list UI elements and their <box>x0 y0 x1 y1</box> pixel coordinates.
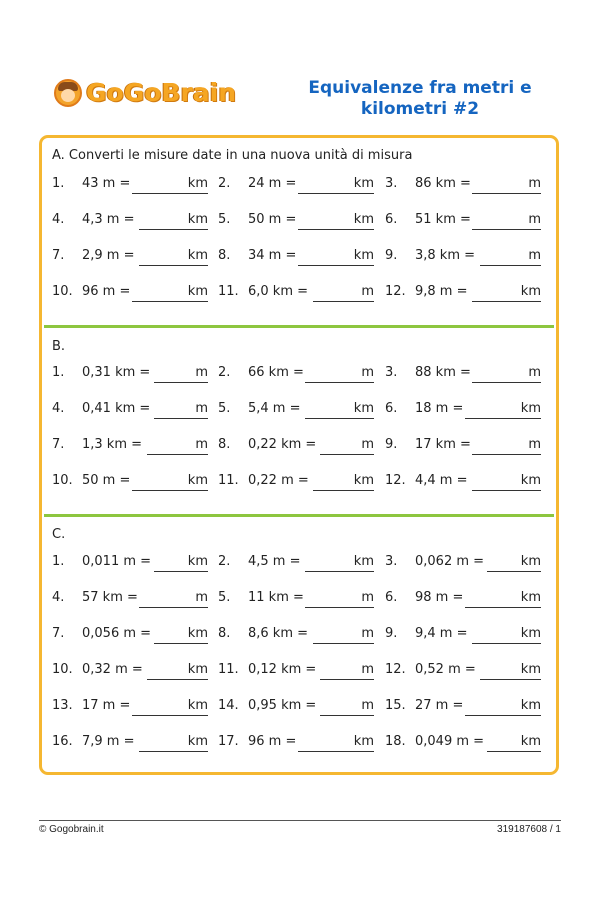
exercise-number: 2. <box>218 554 231 569</box>
exercise-number: 11. <box>218 473 239 488</box>
exercise-expression: 50 m = <box>248 212 297 227</box>
exercise-item <box>218 284 374 306</box>
answer-blank[interactable] <box>320 715 374 716</box>
exercise-number: 1. <box>52 365 65 380</box>
footer-copyright: © Gogobrain.it <box>39 824 104 835</box>
exercise-expression: 0,32 m = <box>82 662 143 677</box>
unit-label: m <box>361 626 374 641</box>
answer-blank[interactable] <box>154 382 208 383</box>
answer-blank[interactable] <box>472 229 541 230</box>
exercise-number: 5. <box>218 401 231 416</box>
exercise-expression: 0,31 km = <box>82 365 151 380</box>
exercise-item <box>52 626 208 648</box>
answer-blank[interactable] <box>298 265 374 266</box>
exercise-expression: 0,056 m = <box>82 626 152 641</box>
exercise-number: 2. <box>218 176 231 191</box>
section-divider <box>44 325 554 328</box>
unit-label: km <box>520 698 541 713</box>
exercise-item <box>52 284 208 306</box>
exercise-item <box>52 248 208 270</box>
exercise-number: 17. <box>218 734 239 749</box>
exercise-expression: 88 km = <box>415 365 471 380</box>
exercise-item <box>385 248 541 270</box>
exercise-expression: 0,049 m = <box>415 734 485 749</box>
exercise-number: 13. <box>52 698 73 713</box>
section-title: A. Converti le misure date in una nuova unità di misura <box>52 148 413 163</box>
exercise-item <box>385 284 541 306</box>
answer-blank[interactable] <box>132 193 208 194</box>
exercise-number: 14. <box>218 698 239 713</box>
answer-blank[interactable] <box>313 643 374 644</box>
exercise-number: 6. <box>385 401 398 416</box>
answer-blank[interactable] <box>472 301 541 302</box>
exercise-number: 4. <box>52 401 65 416</box>
exercise-item <box>52 365 208 387</box>
unit-label: m <box>528 365 541 380</box>
exercise-number: 12. <box>385 284 406 299</box>
unit-label: km <box>187 284 208 299</box>
exercise-item <box>218 662 374 684</box>
exercise-item <box>385 554 541 576</box>
title-line-2: kilometri #2 <box>360 99 480 119</box>
answer-blank[interactable] <box>298 751 374 752</box>
exercise-item <box>385 734 541 756</box>
section-title: C. <box>52 527 66 542</box>
answer-blank[interactable] <box>472 490 541 491</box>
exercise-expression: 34 m = <box>248 248 297 263</box>
exercise-item <box>52 662 208 684</box>
answer-blank[interactable] <box>487 751 541 752</box>
unit-label: km <box>520 662 541 677</box>
exercise-expression: 4,3 m = <box>82 212 135 227</box>
unit-label: km <box>187 248 208 263</box>
answer-blank[interactable] <box>147 679 208 680</box>
exercise-expression: 8,6 km = <box>248 626 309 641</box>
exercise-item <box>52 437 208 459</box>
answer-blank[interactable] <box>298 229 374 230</box>
exercise-expression: 1,3 km = <box>82 437 143 452</box>
exercise-expression: 3,8 km = <box>415 248 476 263</box>
exercise-number: 6. <box>385 212 398 227</box>
exercise-item <box>385 212 541 234</box>
exercise-item <box>218 365 374 387</box>
answer-blank[interactable] <box>320 454 374 455</box>
unit-label: km <box>187 662 208 677</box>
exercise-item <box>218 473 374 495</box>
answer-blank[interactable] <box>154 418 208 419</box>
exercise-item <box>385 473 541 495</box>
exercise-item <box>385 176 541 198</box>
unit-label: km <box>353 473 374 488</box>
exercise-item <box>385 662 541 684</box>
unit-label: km <box>187 554 208 569</box>
answer-blank[interactable] <box>305 418 374 419</box>
unit-label: km <box>187 176 208 191</box>
exercise-number: 5. <box>218 590 231 605</box>
exercise-expression: 0,22 m = <box>248 473 309 488</box>
exercise-item <box>52 176 208 198</box>
exercise-expression: 0,95 km = <box>248 698 317 713</box>
unit-label: km <box>520 473 541 488</box>
exercise-expression: 2,9 m = <box>82 248 135 263</box>
exercise-expression: 96 m = <box>248 734 297 749</box>
title-line-1: Equivalenze fra metri e <box>308 78 532 98</box>
exercise-expression: 7,9 m = <box>82 734 135 749</box>
page-header <box>0 0 600 130</box>
answer-blank[interactable] <box>147 454 208 455</box>
mascot-icon <box>54 79 82 107</box>
answer-blank[interactable] <box>154 571 208 572</box>
exercise-number: 6. <box>385 590 398 605</box>
exercise-number: 9. <box>385 626 398 641</box>
unit-label: m <box>528 212 541 227</box>
unit-label: km <box>353 176 374 191</box>
exercise-expression: 51 km = <box>415 212 471 227</box>
exercise-expression: 0,22 km = <box>248 437 317 452</box>
exercise-item <box>218 212 374 234</box>
exercise-number: 2. <box>218 365 231 380</box>
unit-label: m <box>195 590 208 605</box>
exercise-expression: 43 m = <box>82 176 131 191</box>
exercise-item <box>385 437 541 459</box>
exercise-number: 8. <box>218 626 231 641</box>
unit-label: km <box>353 401 374 416</box>
exercise-number: 10. <box>52 473 73 488</box>
exercise-expression: 86 km = <box>415 176 471 191</box>
exercise-item <box>52 590 208 612</box>
exercise-item <box>385 365 541 387</box>
unit-label: km <box>520 734 541 749</box>
unit-label: m <box>195 401 208 416</box>
exercise-expression: 0,12 km = <box>248 662 317 677</box>
logo-text: GoGoBrain <box>86 78 237 107</box>
unit-label: m <box>361 662 374 677</box>
answer-blank[interactable] <box>139 265 208 266</box>
exercise-item <box>218 698 374 720</box>
exercise-number: 4. <box>52 590 65 605</box>
unit-label: km <box>520 401 541 416</box>
exercise-item <box>385 401 541 423</box>
exercise-expression: 4,5 m = <box>248 554 301 569</box>
exercise-expression: 0,062 m = <box>415 554 485 569</box>
exercise-item <box>52 401 208 423</box>
unit-label: km <box>353 554 374 569</box>
exercise-item <box>385 698 541 720</box>
exercise-number: 9. <box>385 437 398 452</box>
exercise-expression: 9,8 m = <box>415 284 468 299</box>
exercise-item <box>218 626 374 648</box>
exercise-number: 11. <box>218 662 239 677</box>
unit-label: m <box>361 365 374 380</box>
exercise-expression: 17 m = <box>82 698 131 713</box>
exercise-number: 12. <box>385 662 406 677</box>
exercise-expression: 98 m = <box>415 590 464 605</box>
exercise-number: 7. <box>52 437 65 452</box>
unit-label: km <box>187 626 208 641</box>
exercise-expression: 5,4 m = <box>248 401 301 416</box>
exercise-item <box>52 554 208 576</box>
exercise-expression: 0,011 m = <box>82 554 152 569</box>
exercise-number: 3. <box>385 176 398 191</box>
unit-label: km <box>520 590 541 605</box>
exercise-item <box>52 212 208 234</box>
answer-blank[interactable] <box>298 193 374 194</box>
exercise-number: 10. <box>52 662 73 677</box>
unit-label: km <box>520 284 541 299</box>
exercise-expression: 18 m = <box>415 401 464 416</box>
unit-label: km <box>520 626 541 641</box>
exercise-number: 16. <box>52 734 73 749</box>
exercise-expression: 11 km = <box>248 590 304 605</box>
exercise-number: 3. <box>385 365 398 380</box>
answer-blank[interactable] <box>305 607 374 608</box>
answer-blank[interactable] <box>132 301 208 302</box>
exercise-number: 8. <box>218 248 231 263</box>
unit-label: m <box>361 437 374 452</box>
exercise-expression: 0,52 m = <box>415 662 476 677</box>
exercise-item <box>218 554 374 576</box>
exercise-expression: 96 m = <box>82 284 131 299</box>
answer-blank[interactable] <box>132 715 208 716</box>
answer-blank[interactable] <box>472 193 541 194</box>
exercise-expression: 66 km = <box>248 365 304 380</box>
exercise-item <box>218 176 374 198</box>
exercise-item <box>52 698 208 720</box>
answer-blank[interactable] <box>154 643 208 644</box>
answer-blank[interactable] <box>480 265 541 266</box>
unit-label: km <box>187 212 208 227</box>
answer-blank[interactable] <box>472 643 541 644</box>
unit-label: m <box>195 365 208 380</box>
exercise-number: 9. <box>385 248 398 263</box>
exercise-item <box>52 473 208 495</box>
exercise-number: 5. <box>218 212 231 227</box>
exercise-expression: 0,41 km = <box>82 401 151 416</box>
unit-label: km <box>353 248 374 263</box>
unit-label: m <box>528 176 541 191</box>
exercise-expression: 27 m = <box>415 698 464 713</box>
answer-blank[interactable] <box>132 490 208 491</box>
answer-blank[interactable] <box>472 454 541 455</box>
unit-label: m <box>528 437 541 452</box>
answer-blank[interactable] <box>139 607 208 608</box>
exercise-number: 11. <box>218 284 239 299</box>
exercise-item <box>218 590 374 612</box>
exercise-number: 8. <box>218 437 231 452</box>
exercise-number: 15. <box>385 698 406 713</box>
page-title <box>270 78 570 120</box>
exercise-expression: 24 m = <box>248 176 297 191</box>
exercise-expression: 6,0 km = <box>248 284 309 299</box>
unit-label: km <box>353 734 374 749</box>
answer-blank[interactable] <box>487 571 541 572</box>
exercise-number: 10. <box>52 284 73 299</box>
exercise-number: 3. <box>385 554 398 569</box>
answer-blank[interactable] <box>472 382 541 383</box>
exercise-number: 7. <box>52 626 65 641</box>
answer-blank[interactable] <box>320 679 374 680</box>
unit-label: m <box>361 284 374 299</box>
exercise-expression: 57 km = <box>82 590 138 605</box>
unit-label: km <box>520 554 541 569</box>
exercise-expression: 50 m = <box>82 473 131 488</box>
unit-label: m <box>528 248 541 263</box>
exercise-item <box>218 248 374 270</box>
exercise-number: 12. <box>385 473 406 488</box>
section-title: B. <box>52 339 66 354</box>
exercise-item <box>218 734 374 756</box>
exercise-item <box>218 401 374 423</box>
answer-blank[interactable] <box>480 679 541 680</box>
gogobrain-logo <box>54 78 236 107</box>
exercise-number: 18. <box>385 734 406 749</box>
exercise-expression: 17 km = <box>415 437 471 452</box>
exercise-expression: 4,4 m = <box>415 473 468 488</box>
answer-blank[interactable] <box>313 490 374 491</box>
exercise-item <box>218 437 374 459</box>
answer-blank[interactable] <box>305 571 374 572</box>
exercise-item <box>385 590 541 612</box>
unit-label: km <box>353 212 374 227</box>
answer-blank[interactable] <box>139 229 208 230</box>
footer-page-id: 319187608 / 1 <box>497 824 561 835</box>
unit-label: km <box>187 473 208 488</box>
answer-blank[interactable] <box>305 382 374 383</box>
answer-blank[interactable] <box>465 418 541 419</box>
section-divider <box>44 514 554 517</box>
exercise-item <box>52 734 208 756</box>
unit-label: km <box>187 734 208 749</box>
exercise-number: 1. <box>52 554 65 569</box>
answer-blank[interactable] <box>465 715 541 716</box>
unit-label: m <box>195 437 208 452</box>
footer-divider <box>39 820 561 821</box>
exercise-number: 1. <box>52 176 65 191</box>
unit-label: km <box>187 698 208 713</box>
exercise-expression: 9,4 m = <box>415 626 468 641</box>
exercise-item <box>385 626 541 648</box>
exercise-number: 7. <box>52 248 65 263</box>
answer-blank[interactable] <box>313 301 374 302</box>
unit-label: m <box>361 698 374 713</box>
answer-blank[interactable] <box>465 607 541 608</box>
answer-blank[interactable] <box>139 751 208 752</box>
exercise-number: 4. <box>52 212 65 227</box>
unit-label: m <box>361 590 374 605</box>
